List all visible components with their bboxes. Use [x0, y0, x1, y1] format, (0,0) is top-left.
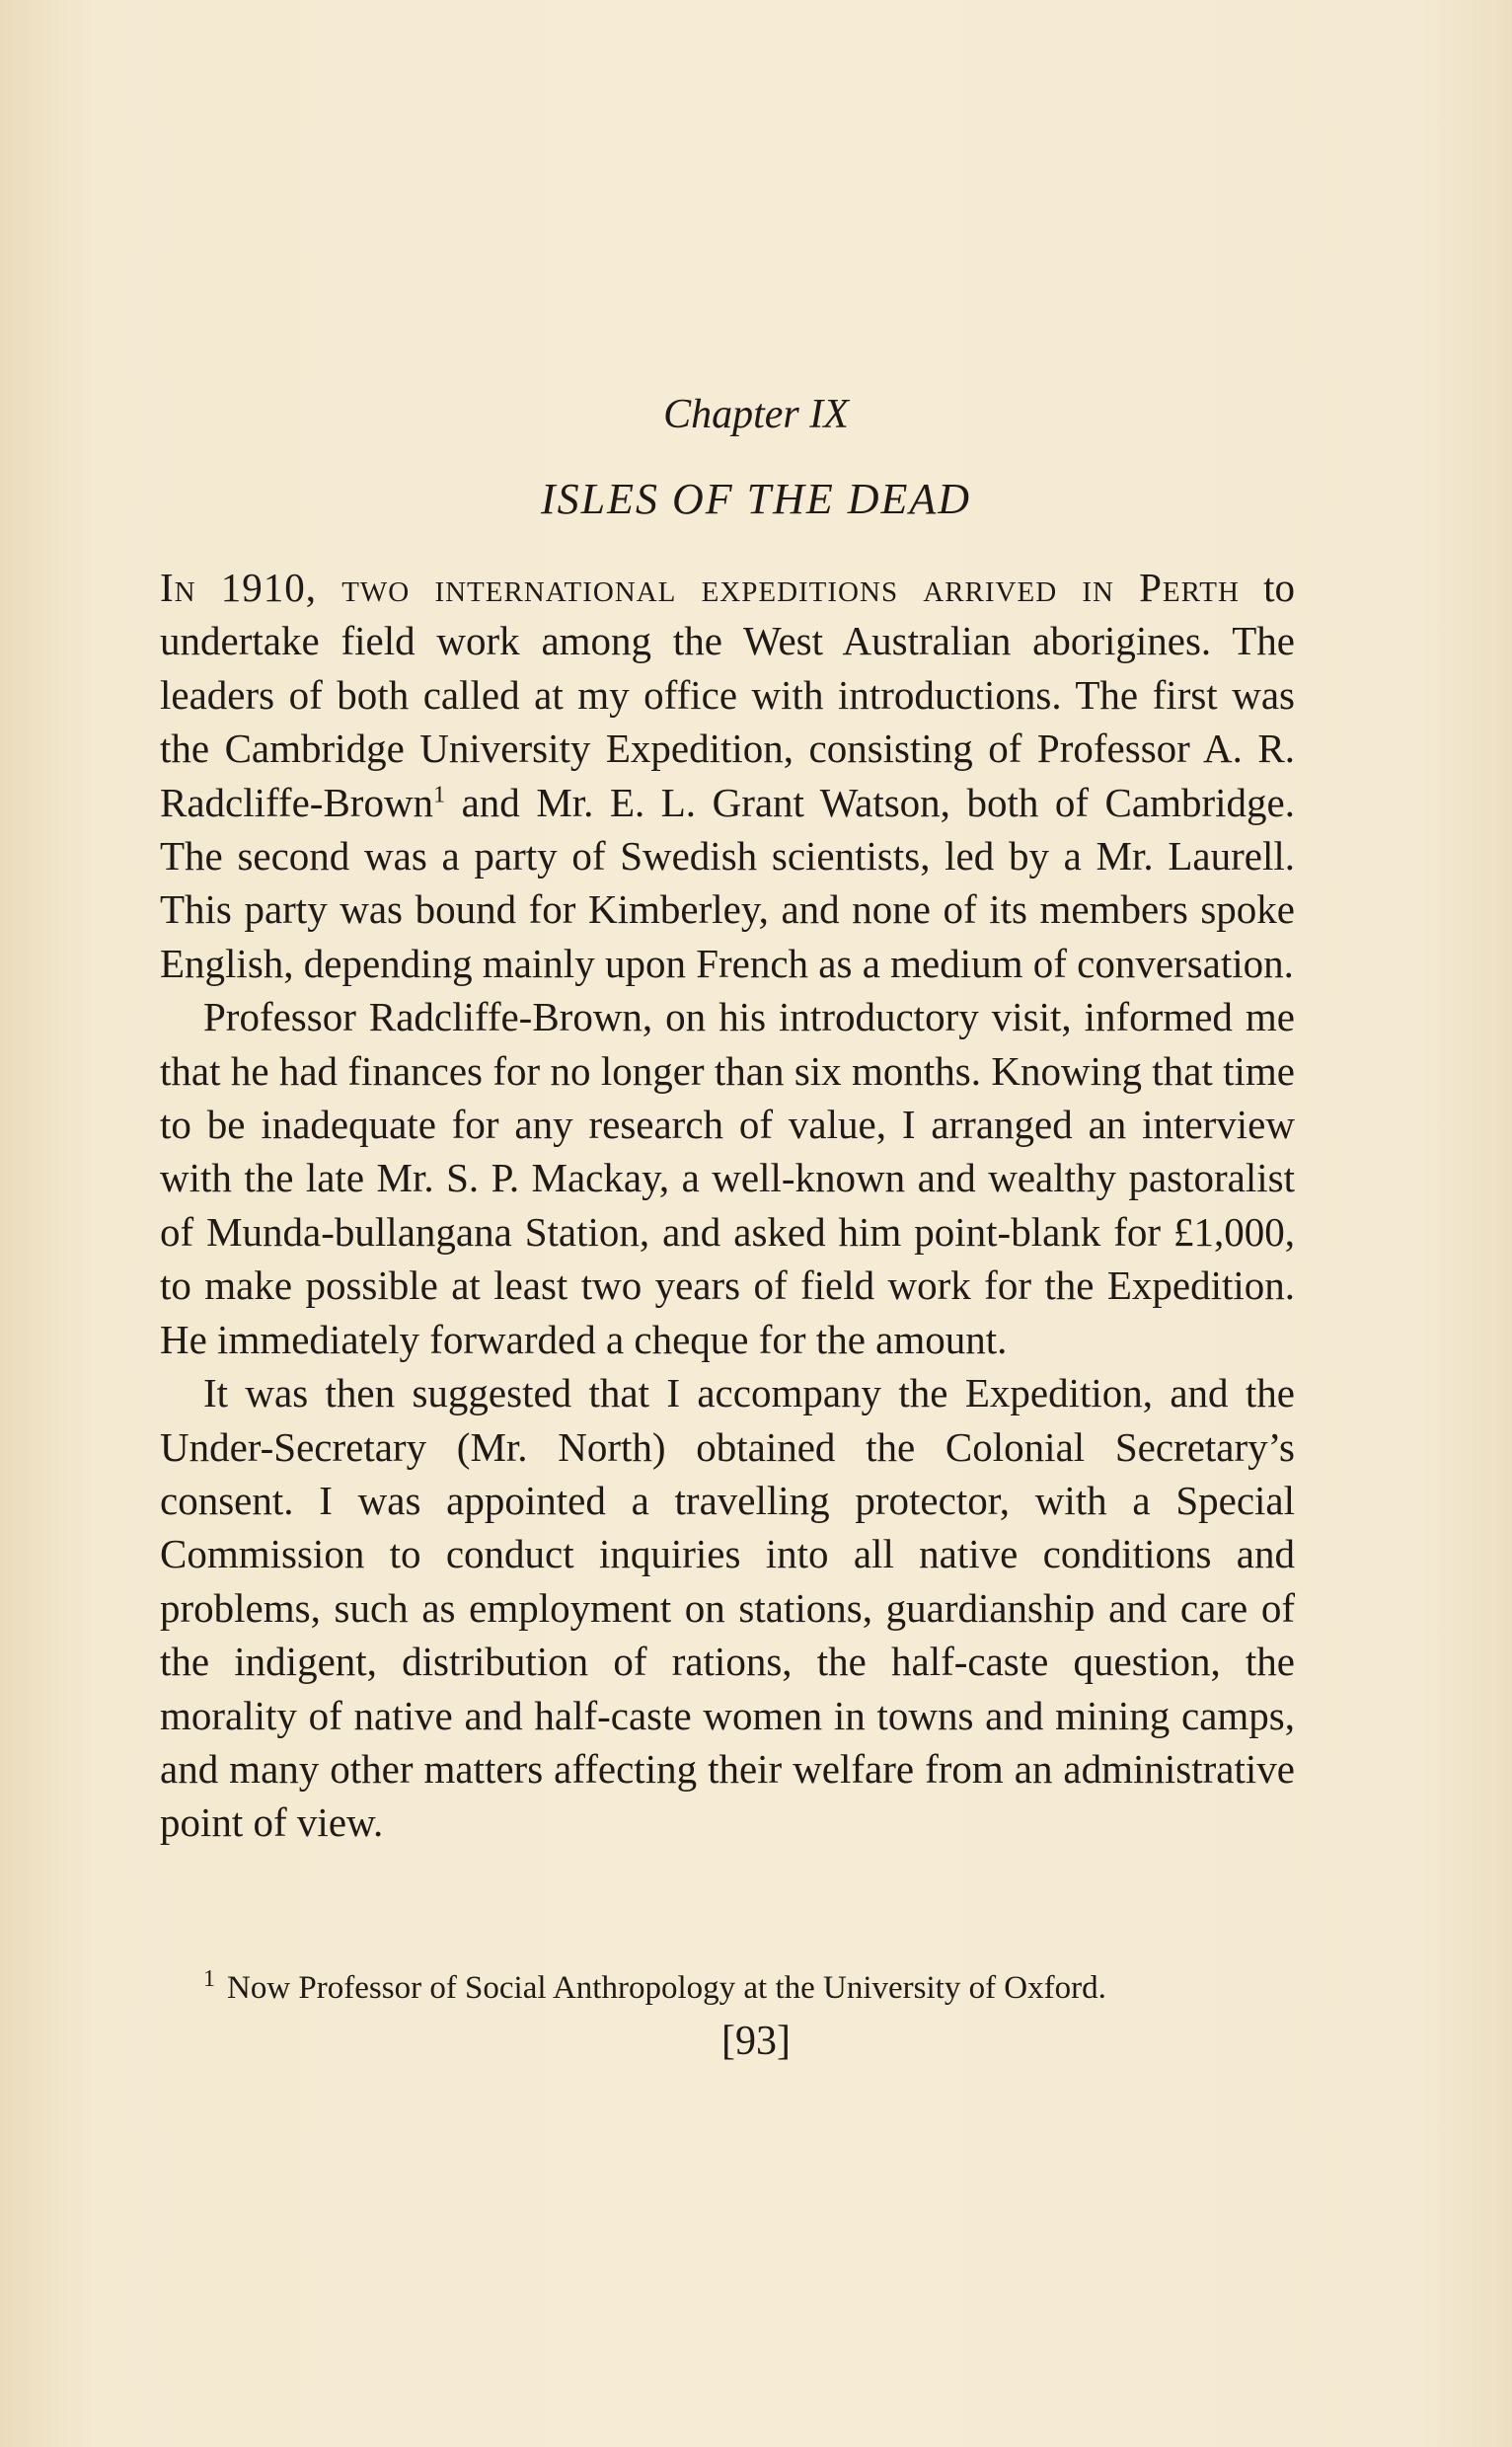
paragraph-1 — [160, 561, 1295, 990]
paragraph-1-text-a: to undertake field work among the West Australian aborigines. The leaders of both called at my office with introductions. The first was the Cambridge University Expedition, consisting of Professor A. R. Radcliffe-Brown — [160, 565, 1295, 825]
paragraph-1-text-b: and Mr. E. L. Grant Watson, both of Cambridge. The second was a party of Swedish scientists, led by a Mr. Laurell. This party was bound for Kimberley, and none of its members spoke English, depending mainly upon French as a medium of conversation. — [160, 779, 1295, 986]
chapter-body — [160, 561, 1295, 1850]
opening-small-caps: In 1910, two international expeditions arrived in Perth — [160, 565, 1240, 610]
paragraph-3: It was then suggested that I accompany the Expedition, and the Under-Secretary (Mr. North) obtained the Colonial Secretary’s consent. I was appointed a travelling protector, with a Special Commission to conduct inquiries into all native conditions and problems, such as employment on stations, guardianship and care of the indigent, distribution of rations, the half-caste question, the morality of native and half-caste women in towns and mining camps, and many other matters affecting their welfare from an administrative point of view. — [160, 1370, 1295, 1846]
page-number: [93] — [721, 2019, 791, 2064]
footnote — [203, 1966, 1299, 2010]
paragraph-2: Professor Radcliffe-Brown, on his introductory visit, informed me that he had finances for no longer than six months. Knowing that time to be inadequate for any research of value, I arranged an interview with the late Mr. S. P. Mackay, a well-known and wealthy pastoralist of Munda-bullangana Station, and asked him point-blank for £1,000, to make possible at least two years of field work for the Expedition. He immediately forwarded a cheque for the amount. — [160, 994, 1295, 1362]
chapter-label: Chapter IX — [663, 392, 849, 437]
footnote-reference: 1 — [433, 781, 446, 807]
footnote-mark: 1 — [203, 1966, 215, 1992]
show-through-from-reverse-page — [276, 148, 1263, 375]
chapter-title: ISLES OF THE DEAD — [540, 475, 972, 523]
footnote-text: Now Professor of Social Anthropology at the University of Oxford. — [227, 1970, 1106, 2006]
